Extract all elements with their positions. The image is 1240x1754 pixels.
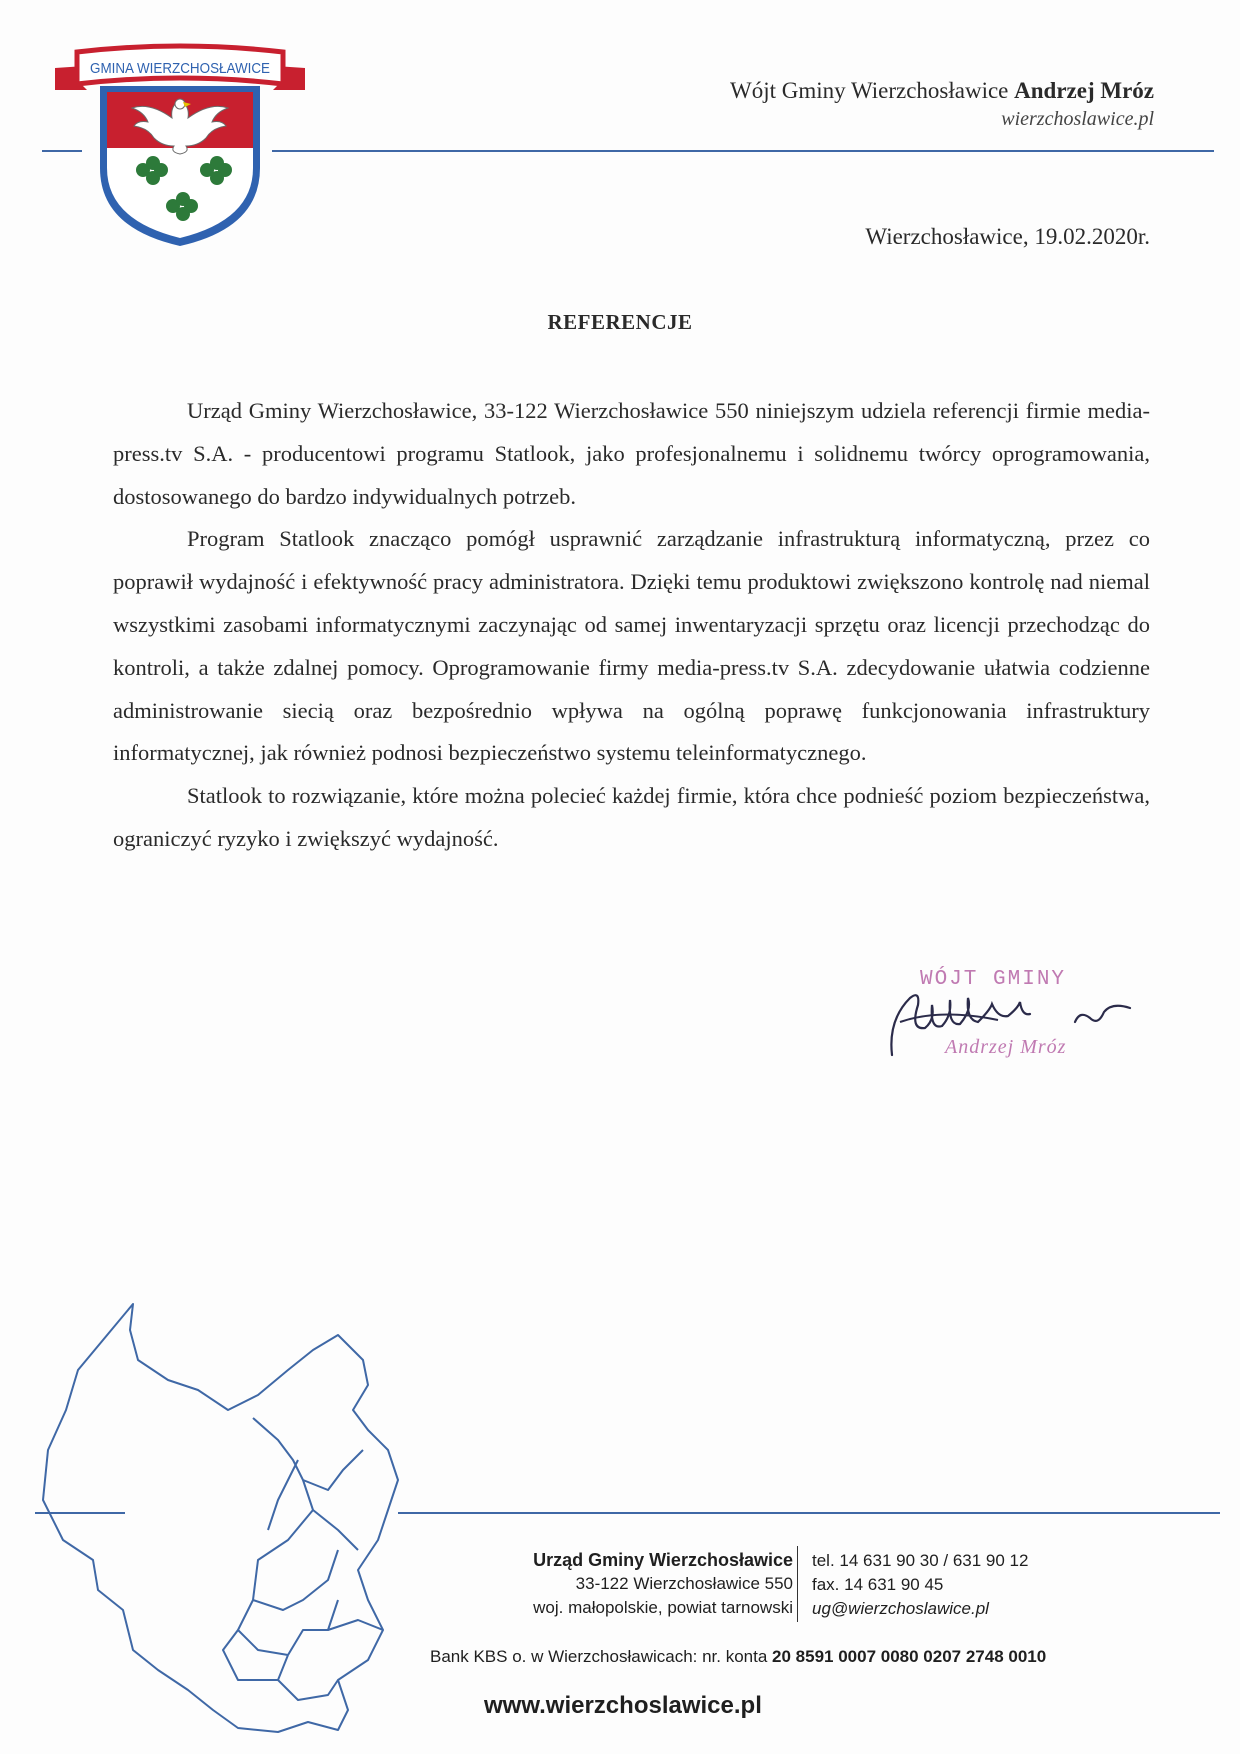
footer-bank-account [430,1647,1046,1667]
footer-address: 33-122 Wierzchosławice 550 [575,1574,793,1593]
footer-email: ug@wierzchoslawice.pl [812,1599,989,1618]
paragraph-2: Program Statlook znacząco pomógł usprawnić zarządzanie infrastrukturą informatyczną, przez co poprawił wydajność i efektywność pracy administratora. Dzięki temu produktowi zwiększono kontrolę nad niemal wszystkimi zasobami informatycznymi zaczynając od samej inwentaryzacji sprzętu oraz licencji przechodząc do kontroli, a także zdalnej pomocy. Oprogramowanie firmy media-press.tv S.A. zdecydowanie ułatwia codzienne administrowanie siecią oraz bezpośrednio wpływa na ogólną poprawę funkcjonowania infrastruktury informatycznej, jak również podnosi bezpieczeństwo systemu teleinformatycznego. [113,526,1150,766]
handwritten-signature [880,960,1170,1070]
footer-region: woj. małopolskie, powiat tarnowski [533,1598,793,1617]
stamp-title: WÓJT GMINY [920,968,1067,991]
municipality-map [38,1300,438,1740]
footer-rule-right [398,1512,1220,1514]
header-rule-right [272,150,1214,152]
footer-rule-left [35,1512,125,1514]
gmina-crest-logo [55,38,305,248]
footer-divider [797,1546,798,1622]
paragraph-3: Statlook to rozwiązanie, które można polecieć każdej firmie, która chce podnieść poziom bezpieczeństwa, ograniczyć ryzyko i zwiększyć wydajność. [113,783,1150,851]
paragraph-1: Urząd Gminy Wierzchosławice, 33-122 Wierzchosławice 550 niniejszym udziela referencji firmie media-press.tv S.A. - producentowi programu Statlook, jako profesjonalnemu i solidnemu twórcy oprogramowania, dostosowanego do bardzo indywidualnych potrzeb. [113,398,1150,509]
letter-date: Wierzchosławice, 19.02.2020r. [865,224,1150,249]
stamp-name: Andrzej Mróz [945,1036,1067,1058]
header-website: wierzchoslawice.pl [1001,108,1154,130]
footer-fax: fax. 14 631 90 45 [812,1575,944,1594]
mayor-title: Wójt Gminy Wierzchosławice [729,78,1009,103]
footer-phone: tel. 14 631 90 30 / 631 90 12 [812,1551,1029,1570]
mayor-name-header [730,78,1154,104]
mayor-name: Andrzej Mróz [1014,78,1154,103]
bank-label: Bank KBS o. w Wierzchosławicach: nr. konta [430,1647,768,1666]
header-rule-left [42,150,82,152]
bank-account-number: 20 8591 0007 0080 0207 2748 0010 [772,1647,1047,1666]
footer-website: www.wierzchoslawice.pl [484,1692,762,1719]
crest-banner-text: GMINA WIERZCHOSŁAWICE [90,60,270,77]
footer-organization: Urząd Gminy Wierzchosławice [533,1550,793,1570]
letter-body [113,390,1150,861]
letter-title: REFERENCJE [547,310,693,334]
